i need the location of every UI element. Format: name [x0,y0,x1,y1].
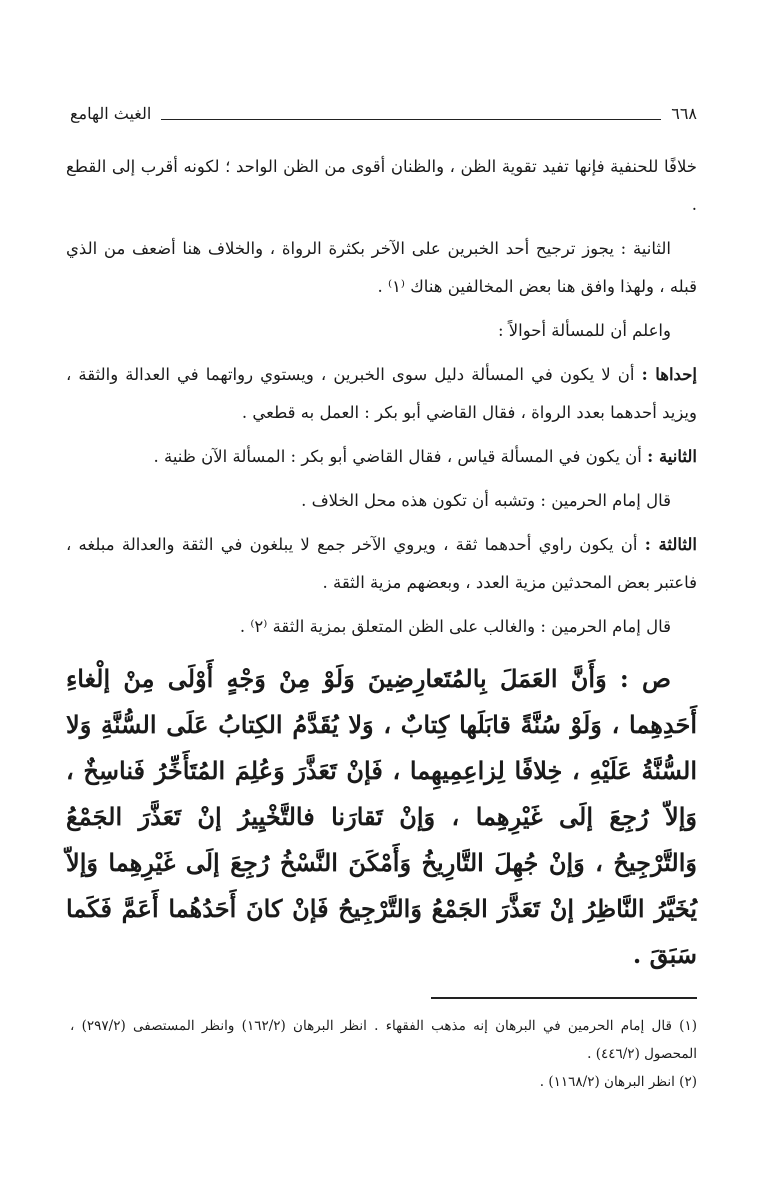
page-number: ٦٦٨ [671,103,697,123]
paragraph-6: قال إمام الحرمين : وتشبه أن تكون هذه محل الخلاف . [301,491,671,510]
paragraph-2: الثانية : يجوز ترجيح أحد الخبرين على الآخر بكثرة الرواة ، والخلاف هنا أضعف من الذي قبله ، ولهذا وافق هنا بعض المخالفين هناك ⁽١⁾ . [66,239,697,296]
paragraph-4-lead: إحداها : [641,365,698,384]
footnote-1: (١) قال إمام الحرمين في البرهان إنه مذهب الفقهاء . انظر البرهان (١٦٢/٢) وانظر المستصفى (٢٩٧/٢) ، المحصول (٤٤٦/٢) . [70,1018,697,1062]
footnote-2: (٢) انظر البرهان (١١٦٨/٢) . [539,1074,697,1090]
header-rule [161,119,661,120]
footnotes [70,1012,697,1096]
running-header [70,98,697,128]
paragraph-8: قال إمام الحرمين : والغالب على الظن المتعلق بمزية الثقة ⁽٢⁾ . [239,617,671,636]
main-text [66,148,697,978]
footnote-separator [431,997,697,999]
paragraph-1: خلافًا للحنفية فإنها تفيد تقوية الظن ، والظنان أقوى من الظن الواحد ؛ لكونه أقرب إلى القطع . [66,157,697,214]
paragraph-3: واعلم أن للمسألة أحوالاً : [497,321,671,340]
book-title: الغيث الهامع [70,103,152,123]
paragraph-4 [66,356,697,432]
paragraph-7 [66,526,697,602]
paragraph-7-lead: الثالثة : [644,535,697,554]
paragraph-7-text: أن يكون راوي أحدهما ثقة ، ويروي الآخر جمع لا يبلغون في الثقة والعدالة مبلغه ، فاعتبر بعض المحدثين مزية العدد ، وبعضهم مزية الثقة . [66,535,697,592]
matn-paragraph: ص : وَأَنَّ العَمَلَ بِالمُتَعارِضِينَ وَلَوْ مِنْ وَجْهٍ أَوْلَى مِنْ إلْغاءِ أَحَدِهِما ، وَلَوْ سُنَّةً قابَلَها كِتابٌ ، وَلا يُقَدَّمُ الكِتابُ عَلَى السُّنَّةِ وَلا السُّنَّةُ عَلَيْهِ ، خِلافًا لِزاعِمِيهِما ، فَإنْ تَعَذَّرَ وَعُلِمَ المُتَأَخِّرُ فَناسِخٌ ، وَإلاّ رُجِعَ إلَى غَيْرِهِما ، وَإنْ تَقارَنا فالتَّخْيِيرُ إنْ تَعَذَّرَ الجَمْعُ وَالتَّرْجِيحُ ، وَإنْ جُهِلَ التَّارِيخُ وَأَمْكَنَ النَّسْخُ رُجِعَ إلَى غَيْرِهِما وَإلاّ يُخَيَّرُ النَّاظِرُ إنْ تَعَذَّرَ الجَمْعُ وَالتَّرْجِيحُ فَإنْ كانَ أَحَدُهُما أَعَمَّ فَكَما سَبَقَ . [66,664,697,969]
paragraph-5 [66,438,697,476]
paragraph-5-lead: الثانية : [647,447,697,466]
paragraph-5-text: أن يكون في المسألة قياس ، فقال القاضي أبو بكر : المسألة الآن ظنية . [153,447,642,466]
paragraph-4-text: أن لا يكون في المسألة دليل سوى الخبرين ، ويستوي رواتهما في العدالة والثقة ، ويزيد أحدهما بعدد الرواة ، فقال القاضي أبو بكر : العمل به قطعي . [66,365,697,422]
